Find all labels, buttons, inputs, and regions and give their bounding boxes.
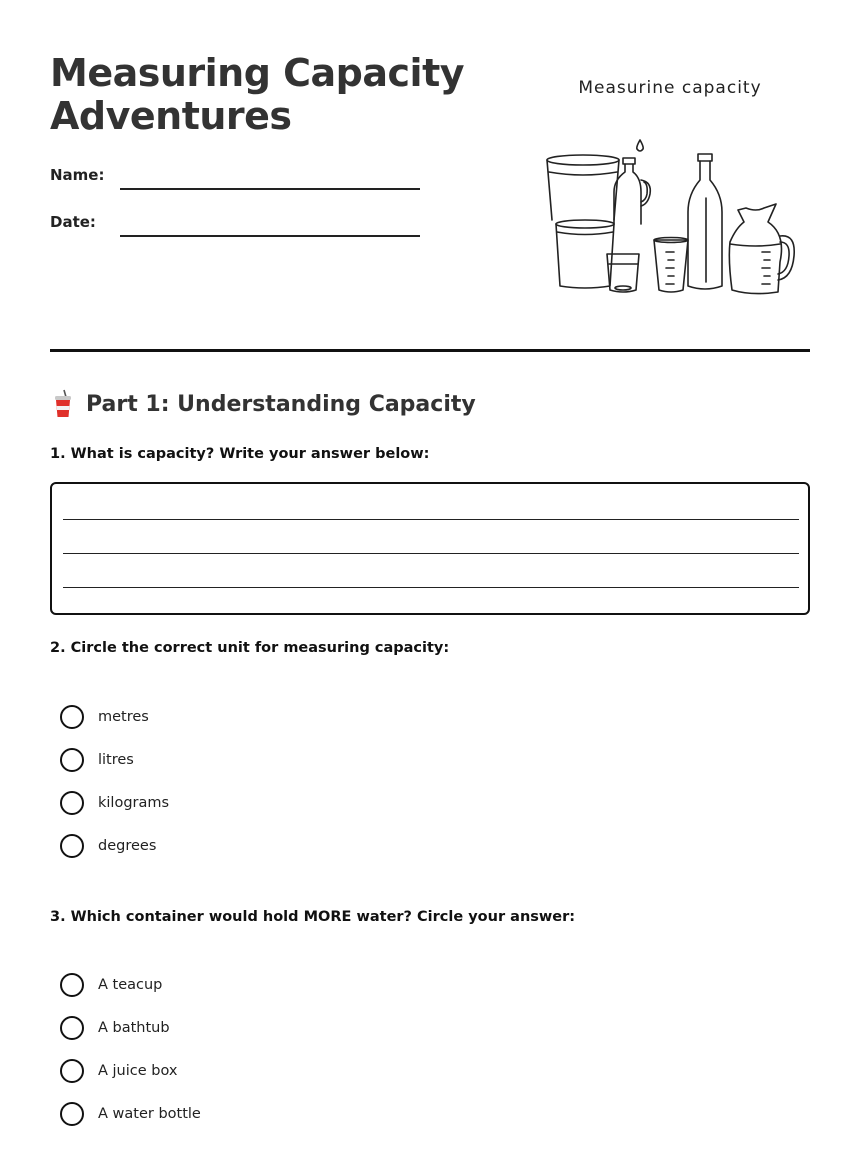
question-3: 3. Which container would hold MORE water? Circle your answer: [50,909,576,925]
section-divider [50,349,810,352]
radio-circle[interactable] [60,1016,84,1040]
date-write-line[interactable] [120,235,420,237]
radio-circle[interactable] [60,973,84,997]
question-2: 2. Circle the correct unit for measuring capacity: [50,640,450,656]
q2-option-degrees[interactable] [60,833,156,859]
option-label: A water bottle [98,1106,201,1122]
radio-circle[interactable] [60,791,84,815]
drink-cup-icon [50,389,76,419]
q2-option-metres[interactable] [60,704,149,730]
option-label: kilograms [98,795,170,811]
option-label: A bathtub [98,1020,170,1036]
option-label: A teacup [98,977,163,993]
option-label: metres [98,709,149,725]
measuring-containers-icon [540,132,800,302]
q3-option-juice-box[interactable] [60,1058,178,1084]
part1-title: Part 1: Understanding Capacity [86,391,476,417]
answer-line[interactable] [63,587,799,588]
option-label: degrees [98,838,157,854]
capacity-illustration [540,72,800,302]
name-write-line[interactable] [120,188,420,190]
q3-option-water-bottle[interactable] [60,1101,201,1127]
radio-circle[interactable] [60,748,84,772]
question-1: 1. What is capacity? Write your answer below: [50,446,430,462]
part1-heading [50,388,476,420]
illustration-caption: Measurine capacity [578,78,762,98]
radio-circle[interactable] [60,1102,84,1126]
radio-circle[interactable] [60,705,84,729]
q2-option-litres[interactable] [60,747,134,773]
option-label: A juice box [98,1063,178,1079]
radio-circle[interactable] [60,1059,84,1083]
date-label: Date: [50,213,96,231]
option-label: litres [98,752,134,768]
answer-line[interactable] [63,553,799,554]
answer-line[interactable] [63,519,799,520]
name-label: Name: [50,166,105,184]
q2-option-kilograms[interactable] [60,790,169,816]
date-field [50,213,420,237]
worksheet-title: Measuring Capacity Adventures [50,51,465,138]
answer-box[interactable] [50,482,810,615]
q3-option-bathtub[interactable] [60,1015,170,1041]
radio-circle[interactable] [60,834,84,858]
name-field [50,166,420,190]
q3-option-teacup[interactable] [60,972,162,998]
